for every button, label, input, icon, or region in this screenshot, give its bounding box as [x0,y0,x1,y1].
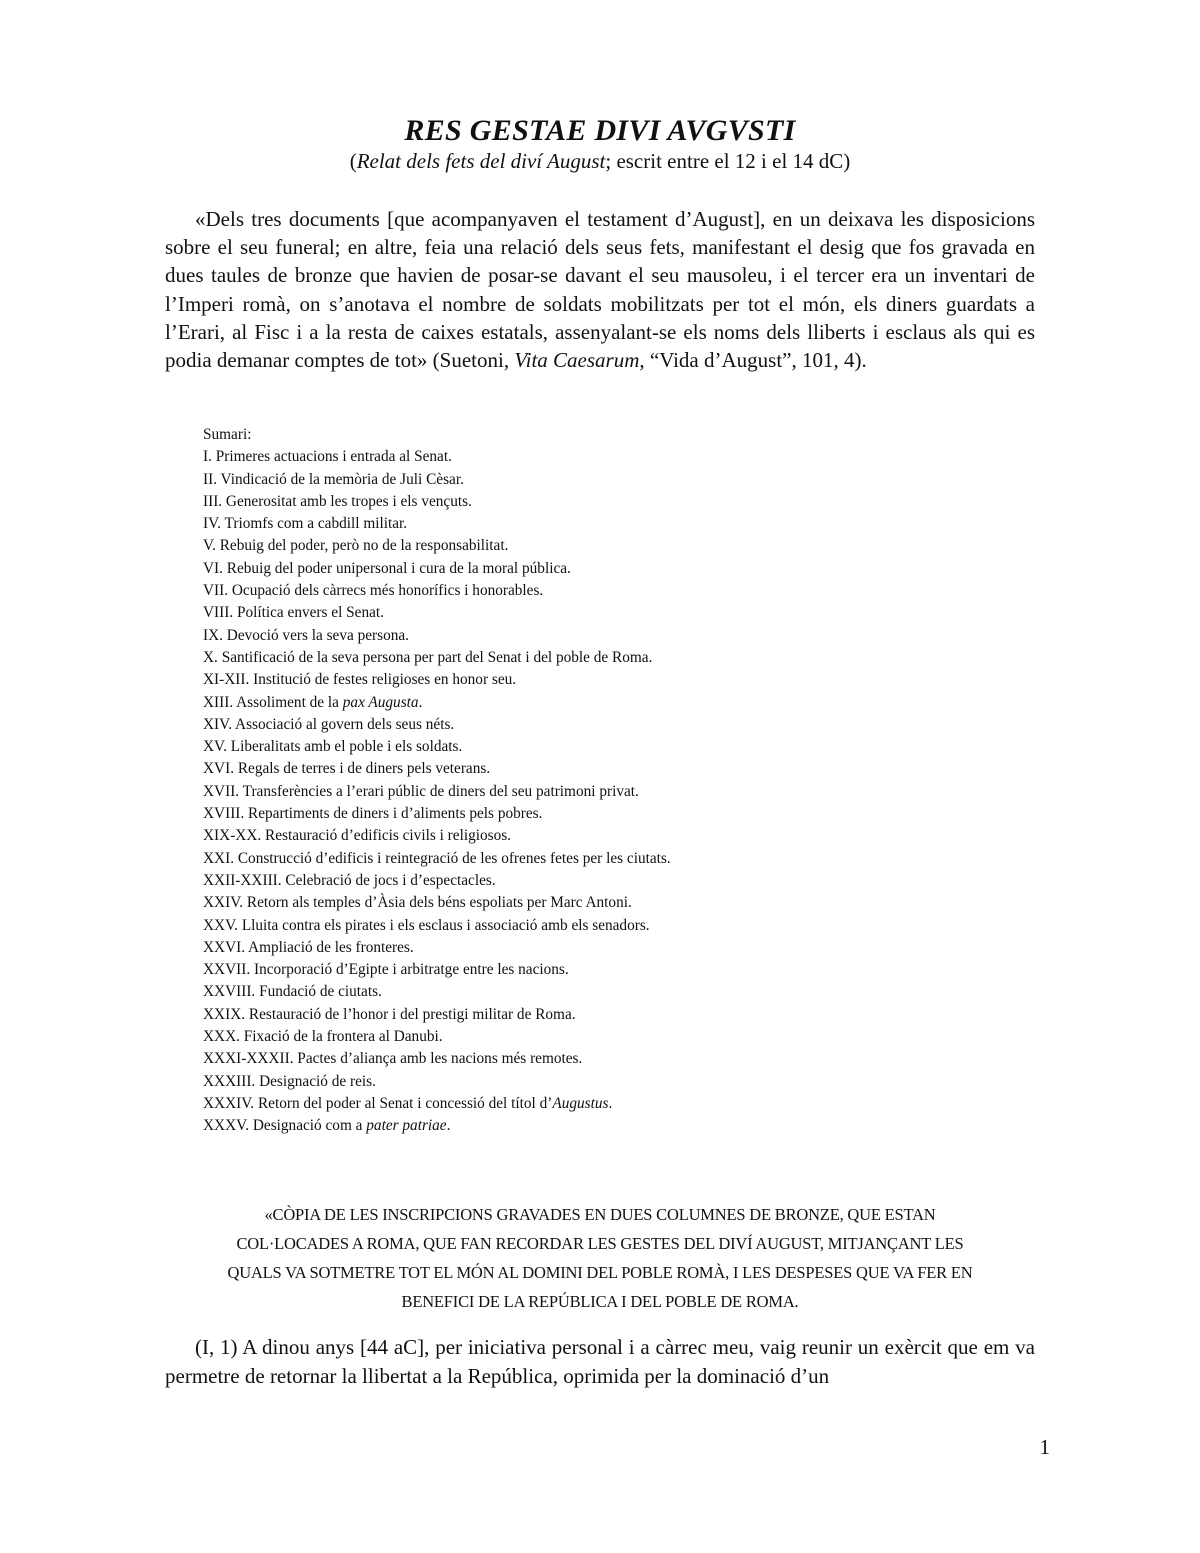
summary-item-after: . [446,1117,451,1135]
summary-item-text: XXVIII. Fundació de ciutats. [203,983,382,1001]
summary-item-text: XXIX. Restauració de l’honor i del prestigi militar de Roma. [203,1005,576,1023]
suetonius-quote [165,205,1035,374]
summary-item-text: VI. Rebuig del poder unipersonal i cura de la moral pública. [203,559,571,577]
summary-item [203,758,963,780]
summary-item-after: . [418,693,423,711]
summary-item-text: IX. Devoció vers la seva persona. [203,626,410,644]
summary-item [203,1026,963,1048]
summary-item [203,558,963,580]
summary-item-text: VII. Ocupació dels càrrecs més honorífics i honorables. [203,582,544,600]
summary-item-italic: Augustus [552,1094,609,1112]
summary-item-text: XIV. Associació al govern dels seus néts. [203,715,455,733]
quote-text-1: «Dels tres documents [que acompanyaven el testament d’August], en un deixava les disposicions sobre el seu funeral; en altre, feia una relació dels seus fets, manifestant el desig que fos gravada en dues taules de bronze que havien de posar-se davant el seu mausoleu, i el tercer era un inventari de l’Imperi romà, on s’anotava el nombre de soldats mobilitzats per tot el món, els diners guardats a l’Erari, al Fisc i a la resta de caixes estatals, assenyalant-se els noms dels lliberts i esclaus als qui es podia demanar comptes de tot» (Suetoni, [165,207,1035,373]
summary-item-text: XXXIV. Retorn del poder al Senat i concessió del títol d’ [203,1094,553,1112]
summary-item [203,848,963,870]
summary-item-italic: pater patriae [366,1117,447,1135]
summary-item [203,513,963,535]
caption-line: QUALS VA SOTMETRE TOT EL MÓN AL DOMINI DEL POBLE ROMÀ, I LES DESPESES QUE VA FER EN [227,1263,973,1282]
summary-item-text: XXX. Fixació de la frontera al Danubi. [203,1028,443,1046]
summary-item [203,669,963,691]
subtitle-rest: ; escrit entre el 12 i el 14 dC) [605,149,851,173]
summary-item-text: V. Rebuig del poder, però no de la responsabilitat. [203,537,509,555]
summary-item-text: VIII. Política envers el Senat. [203,604,384,622]
summary-item [203,870,963,892]
summary-item [203,1093,963,1115]
summary-item [203,602,963,624]
summary-item [203,803,963,825]
summary-item-text: XI-XII. Institució de festes religioses en honor seu. [203,671,517,689]
summary-item [203,714,963,736]
summary-item-text: XIX-XX. Restauració d’edificis civils i religiosos. [203,827,511,845]
document-title: RES GESTAE DIVI AVGVSTI [404,114,796,147]
subtitle-open: ( [349,149,357,173]
summary-item-text: II. Vindicació de la memòria de Juli Cèsar. [203,470,464,488]
summary-item-text: XXXI-XXXII. Pactes d’aliança amb les nacions més remotes. [203,1050,583,1068]
document-subtitle [0,149,1200,174]
summary-item [203,580,963,602]
summary-item-text: XV. Liberalitats amb el poble i els soldats. [203,738,463,756]
summary-item-text: XVI. Regals de terres i de diners pels veterans. [203,760,491,778]
summary-item-text: XXVI. Ampliació de les fronteres. [203,938,414,956]
summary-item [203,937,963,959]
summary-item-after: . [608,1094,613,1112]
summary-section [203,424,963,1138]
caption-line: BENEFICI DE LA REPÚBLICA I DEL POBLE DE ROMA. [401,1292,799,1311]
summary-item-text: XXXIII. Designació de reis. [203,1072,376,1090]
summary-item [203,692,963,714]
summary-item [203,959,963,981]
summary-item [203,981,963,1003]
summary-item [203,446,963,468]
summary-item-text: XXVII. Incorporació d’Egipte i arbitratge entre les nacions. [203,961,569,979]
quote-text-2: , “Vida d’August”, 101, 4). [639,348,867,373]
summary-item [203,625,963,647]
body-paragraph-text: (I, 1) A dinou anys [44 aC], per iniciativa personal i a càrrec meu, vaig reunir un exèrcit que em va permetre de retornar la llibertat a la República, oprimida per la dominació d’un [165,1335,1035,1388]
summary-item-text: XXII-XXIII. Celebració de jocs i d’espectacles. [203,871,496,889]
caption-line: COL·LOCADES A ROMA, QUE FAN RECORDAR LES GESTES DEL DIVÍ AUGUST, MITJANÇANT LES [236,1234,964,1253]
summary-item [203,535,963,557]
summary-item [203,825,963,847]
summary-item-text: XVIII. Repartiments de diners i d’aliments pels pobres. [203,805,543,823]
page-number: 1 [1039,1435,1050,1459]
inscription-caption [180,1200,1020,1316]
quote-italic-1: Vita Caesarum [514,348,640,373]
summary-item-text: IV. Triomfs com a cabdill militar. [203,515,408,533]
summary-item-text: XIII. Assoliment de la [203,693,343,711]
summary-item [203,1115,963,1137]
summary-item [203,1071,963,1093]
summary-item [203,781,963,803]
summary-item-text: I. Primeres actuacions i entrada al Senat. [203,448,452,466]
caption-line: «CÒPIA DE LES INSCRIPCIONS GRAVADES EN DUES COLUMNES DE BRONZE, QUE ESTAN [264,1205,936,1224]
summary-item-text: XXIV. Retorn als temples d’Àsia dels béns espoliats per Marc Antoni. [203,894,632,912]
summary-item [203,1004,963,1026]
summary-item [203,736,963,758]
summary-item-text: XXI. Construcció d’edificis i reintegració de les ofrenes fetes per les ciutats. [203,849,671,867]
summary-item-text: XXV. Lluita contra els pirates i els esclaus i associació amb els senadors. [203,916,650,934]
summary-item [203,647,963,669]
summary-item [203,892,963,914]
summary-item-text: X. Santificació de la seva persona per part del Senat i del poble de Roma. [203,648,653,666]
subtitle-italic: Relat dels fets del diví August [356,149,606,173]
summary-item [203,915,963,937]
summary-item-text: III. Generositat amb les tropes i els vençuts. [203,492,472,510]
summary-list [203,446,963,1137]
summary-item-italic: pax Augusta [342,693,419,711]
summary-item [203,1048,963,1070]
summary-item [203,491,963,513]
summary-item-text: XVII. Transferències a l’erari públic de diners del seu patrimoni privat. [203,782,639,800]
summary-item [203,469,963,491]
body-paragraph [165,1333,1035,1390]
summary-item-text: XXXV. Designació com a [203,1117,367,1135]
summary-heading: Sumari: [203,426,252,443]
